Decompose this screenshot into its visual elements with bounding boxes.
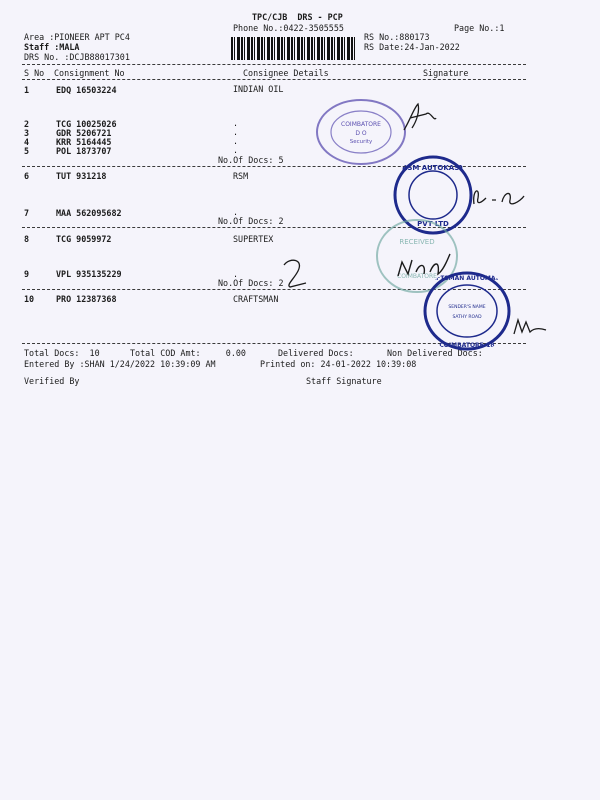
row-consignment-no: EDQ 16503224 (56, 85, 117, 95)
svg-text:COIMBATORE-18: COIMBATORE-18 (439, 342, 495, 349)
verified-by-label: Verified By (24, 376, 80, 386)
document-title: TPC/CJB DRS - PCP (252, 12, 343, 22)
row-consignment-no: MAA 562095682 (56, 208, 122, 218)
rs-number: RS No.:880173 (364, 32, 430, 42)
svg-text:Security: Security (349, 139, 373, 145)
handwritten-signature (394, 252, 454, 282)
indian-oil-stamp (312, 96, 410, 168)
non-delivered-docs: Non Delivered Docs: (387, 348, 483, 358)
doc-count: No.Of Docs: 2 (218, 216, 284, 226)
row-sno: 6 (24, 171, 30, 181)
row-consignment-no: PRO 12387368 (56, 294, 117, 304)
phone-number: Phone No.:0422-3505555 (233, 23, 344, 33)
svg-text:SENDER'S NAME: SENDER'S NAME (448, 305, 486, 310)
row-consignee: . (233, 207, 239, 217)
staff-signature-label: Staff Signature (306, 376, 382, 386)
row-sno: 9 (24, 269, 30, 279)
row-consignee: . (233, 127, 239, 137)
row-sno: 3 (24, 128, 30, 138)
row-sno: 4 (24, 137, 30, 147)
handwritten-signature (400, 100, 440, 136)
divider (22, 64, 526, 65)
svg-text:CRAFTSMAN AUTOMATION: CRAFTSMAN AUTOMATION (422, 275, 512, 282)
staff-field: Staff :MALA (24, 42, 80, 52)
svg-text:COIMBATORE: COIMBATORE (341, 121, 381, 128)
handwritten-signature (276, 255, 316, 291)
barcode (231, 37, 356, 60)
area-field: Area :PIONEER APT PC4 (24, 32, 130, 42)
svg-text:COIMBATORE: COIMBATORE (397, 273, 437, 280)
row-consignee: CRAFTSMAN (233, 294, 279, 304)
row-consignee: . (233, 145, 239, 155)
row-sno: 7 (24, 208, 30, 218)
svg-text:D O: D O (355, 130, 367, 137)
handwritten-signature (512, 314, 548, 336)
row-consignee: . (233, 269, 239, 279)
row-sno: 8 (24, 234, 30, 244)
entered-by: Entered By :SHAN 1/24/2022 10:39:09 AM (24, 359, 216, 369)
total-docs: Total Docs: 10 (24, 348, 100, 358)
row-sno: 1 (24, 85, 30, 95)
doc-count: No.Of Docs: 2 (218, 278, 284, 288)
svg-text:SATHY ROAD: SATHY ROAD (452, 315, 482, 320)
printed-on: Printed on: 24-01-2022 10:39:08 (260, 359, 417, 369)
column-header-sno: S No (24, 68, 45, 78)
divider (22, 79, 526, 80)
page-number: Page No.:1 (454, 23, 505, 33)
row-consignment-no: VPL 935135229 (56, 269, 122, 279)
column-header-consignee: Consignee Details (243, 68, 329, 78)
row-consignment-no: TCG 10025026 (56, 119, 117, 129)
row-consignment-no: TUT 931218 (56, 171, 107, 181)
row-sno: 10 (24, 294, 35, 304)
row-sno: 2 (24, 119, 30, 129)
row-consignee: RSM (233, 171, 249, 181)
drs-number: DRS No. :DCJB88017301 (24, 52, 130, 62)
row-consignment-no: GDR 5206721 (56, 128, 112, 138)
row-consignment-no: KRR 5164445 (56, 137, 112, 147)
row-consignee: SUPERTEX (233, 234, 274, 244)
row-consignee: INDIAN OIL (233, 84, 284, 94)
row-consignee: . (233, 136, 239, 146)
svg-text:RSM AUTOKAST: RSM AUTOKAST (401, 164, 465, 172)
column-header-signature: Signature (423, 68, 469, 78)
svg-text:PVT LTD: PVT LTD (417, 220, 449, 228)
rs-date: RS Date:24-Jan-2022 (364, 42, 460, 52)
row-sno: 5 (24, 146, 30, 156)
svg-text:RECEIVED: RECEIVED (399, 238, 435, 246)
handwritten-signature (468, 180, 528, 212)
row-consignee: . (233, 118, 239, 128)
delivered-docs: Delivered Docs: (278, 348, 354, 358)
column-header-consignment: Consignment No (54, 68, 125, 78)
total-cod-amount: Total COD Amt: 0.00 (130, 348, 246, 358)
row-consignment-no: TCG 9059972 (56, 234, 112, 244)
doc-count: No.Of Docs: 5 (218, 155, 284, 165)
row-consignment-no: POL 1873707 (56, 146, 112, 156)
